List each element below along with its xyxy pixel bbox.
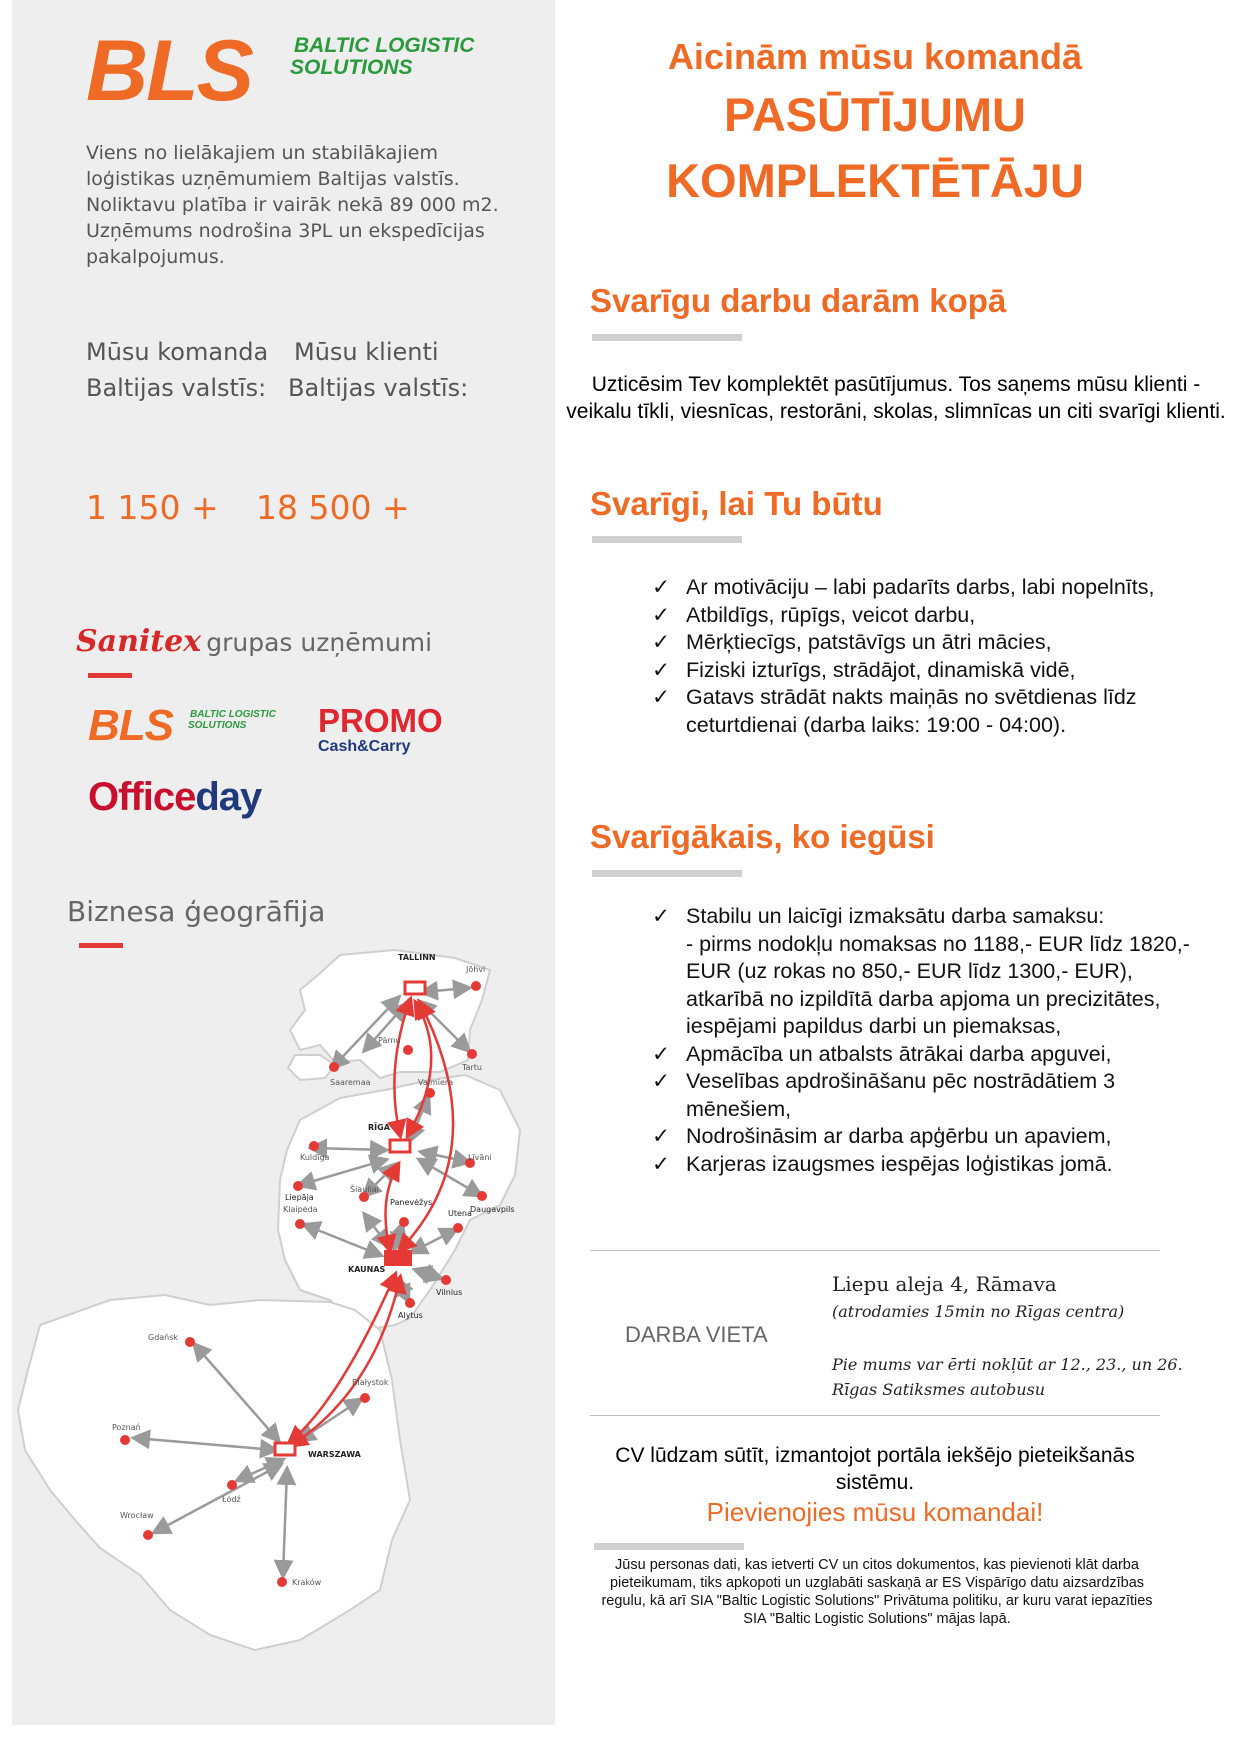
check-icon: ✓ [652,1151,671,1176]
list-item [652,684,1192,739]
map-pin-icon [277,1577,287,1587]
bls-logo-line2: SOLUTIONS [290,56,413,79]
requirement-text: Ar motivāciju – labi padarīts darbs, labi nopelnīts, [686,575,1155,599]
company-description: Viens no lielākajiem un stabilākajiem loģistikas uzņēmumiem Baltijas valstīs. Noliktavu platība ir vairāk nekā 89 000 m2. Uzņēmums nodrošina 3PL un ekspedīcijas pakalpojumus. [86,142,499,268]
list-item [652,1123,1192,1151]
divider-top [590,1250,1160,1251]
city-label-johvi: Jõhvi [466,965,486,974]
benefit-text: Nodrošināsim ar darba apģērbu un apaviem, [686,1124,1112,1148]
promo-logo [318,704,458,764]
header [590,30,1160,216]
map-pin-icon [293,1181,303,1191]
city-label-riga: RĪGA [368,1123,390,1132]
list-item [652,657,1192,685]
section2-bar [592,536,742,543]
geography-title: Biznesa ģeogrāfija [67,895,326,928]
workplace-address: Liepu aleja 4, Rāmava [832,1272,1057,1296]
bls-small-line1: BALTIC LOGISTIC [190,709,276,720]
section2-title: Svarīgi, lai Tu būtu [590,485,883,522]
officeday-logo-b: day [195,775,262,819]
sanitex-underline [88,673,132,678]
officeday-logo-a: Office [88,775,196,819]
bls-small-line2: SOLUTIONS [188,720,247,731]
city-label-krakow: Kraków [292,1578,322,1587]
requirement-text: Mērķtiecīgs, patstāvīgs un ātri mācies, [686,630,1052,654]
section1-title: Svarīgu darbu darām kopā [590,282,1007,319]
warehouse-icon [275,1443,295,1455]
map-pin-icon [120,1435,130,1445]
city-label-lodz: Łódź [222,1495,241,1504]
divider-bottom [590,1415,1160,1416]
map-pin-icon [441,1275,451,1285]
city-label-liepaja: Liepāja [285,1193,314,1202]
header-line1: Aicinām mūsu komandā [667,36,1083,77]
bls-logo-line1: BALTIC LOGISTIC [294,34,475,57]
map-pin-icon [309,1141,319,1151]
city-label-utena: Utena [448,1209,472,1218]
business-geography-map [0,940,560,1660]
section3-title: Svarīgākais, ko iegūsi [590,818,935,855]
warehouse-icon [384,1250,412,1266]
benefit-text: Karjeras izaugsmes iespējas loģistikas jomā. [686,1151,1113,1176]
city-label-gdansk: Gdańsk [148,1333,179,1342]
list-item [652,1151,1192,1179]
promo-logo-line2: Cash&Carry [318,738,411,755]
map-pin-icon [295,1219,305,1229]
city-label-wroclaw: Wrocław [120,1511,154,1520]
city-label-klaipeda: Klaipėda [283,1205,318,1214]
warehouse-icon [390,1140,410,1152]
sanitex-group [76,624,432,659]
check-icon: ✓ [652,685,671,709]
city-label-poznan: Poznań [112,1423,141,1432]
section1-bar [592,334,742,341]
bls-small-logo [88,701,288,750]
bls-logo [86,23,506,119]
check-icon: ✓ [652,904,671,928]
apply-cta: Pievienojies mūsu komandai! [706,1497,1044,1527]
sanitex-logo: Sanitex [76,624,202,659]
city-label-livani: Līvāni [468,1153,492,1162]
sanitex-group-text: grupas uzņēmumi [206,628,433,657]
map-pin-icon [471,981,481,991]
stat-clients-label-1: Mūsu klienti [294,338,439,366]
city-label-daugavpils: Daugavpils [470,1205,515,1214]
map-pin-icon [143,1530,153,1540]
stat-team-label-1: Mūsu komanda [86,338,269,366]
map-pin-icon [185,1337,195,1347]
map-pin-icon [405,1298,415,1308]
warehouse-icon [405,982,425,994]
benefits-list [652,903,1192,1178]
benefit-text: Veselības apdrošināšanu pēc nostrādātiem 3 mēnešiem, [686,1069,1116,1121]
list-item [652,1068,1192,1123]
list-item [652,574,1192,602]
check-icon: ✓ [652,1041,671,1066]
map-pin-icon [477,1191,487,1201]
map-pin-icon [467,1049,477,1059]
map-pin-icon [329,1062,339,1072]
city-label-siauliai: Šiauliai [350,1185,379,1194]
header-line2: PASŪTĪJUMU [723,88,1027,141]
city-label-kuldiga: Kuldīga [300,1153,330,1162]
apply-text: CV lūdzam sūtīt, izmantojot portāla iekšējo pieteikšanās sistēmu. [615,1444,1135,1494]
officeday-logo [88,775,261,820]
workplace-note: (atrodamies 15min no Rīgas centra) [832,1302,1125,1321]
bls-small-mark: BLS [88,701,173,750]
check-icon: ✓ [652,575,671,599]
check-icon: ✓ [652,602,671,627]
map-pin-icon [453,1223,463,1233]
workplace-transport: Pie mums var ērti nokļūt ar 12., 23., un 26. Rīgas Satiksmes autobusu [832,1355,1183,1399]
city-label-tallinn: TALLINN [398,953,436,962]
check-icon: ✓ [652,657,671,682]
map-pin-icon [425,1088,435,1098]
city-label-kaunas: KAUNAS [348,1265,386,1274]
privacy-notice: Jūsu personas dati, kas ietverti CV un citos dokumentos, kas pievienoti klāt darba pieteikumam, tiks apkopoti un uzglabāti saskaņā ar ES Vispārīgo datu aizsardzības regulu, kā arī SIA "Baltic Logistic Solutions" Privātuma politiku, ar kuru varat iepazīties SIA "Baltic Logistic Solutions" mājas lapā. [601,1557,1153,1627]
check-icon: ✓ [652,1069,671,1093]
list-item [652,1041,1192,1069]
city-label-parnu: Pärnu [378,1036,401,1045]
map-pin-icon [399,1217,409,1227]
city-label-bialystok: Białystok [352,1378,389,1387]
city-label-panevezys: Panevėžys [390,1198,433,1207]
promo-logo-line1: PROMO [318,702,443,739]
privacy-bar [594,1543,744,1550]
requirement-text: Atbildīgs, rūpīgs, veicot darbu, [686,602,976,627]
requirement-text: Gatavs strādāt nakts maiņās no svētdienas līdz ceturtdienai (darba laiks: 19:00 - 04:00). [686,685,1137,737]
check-icon: ✓ [652,630,671,654]
check-icon: ✓ [652,1124,671,1148]
list-item [652,602,1192,630]
city-label-tartu: Tartu [462,1063,482,1072]
workplace-label: DARBA VIETA [625,1322,768,1347]
benefit-text: Stabilu un laicīgi izmaksātu darba samaksu: - pirms nodokļu nomaksas no 1188,- EUR līdz 1820,- EUR (uz rokas no 850,- EUR līdz 1300,- EUR), atkarībā no izpildītā darba apjoma un precizitātes, iespējami papildus darbi un piemaksas, [686,904,1190,1038]
list-item [652,903,1192,1041]
map-pin-icon [227,1480,237,1490]
map-pin-icon [403,1045,413,1055]
city-label-vilnius: Vilnius [436,1288,463,1297]
map-pin-icon [360,1393,370,1403]
stat-team-value: 1 150 + [86,488,219,527]
list-item [652,629,1192,657]
saaremaa-shape [288,1055,335,1080]
stat-team [86,334,268,406]
poland-shape [18,1295,410,1650]
stat-clients-value: 18 500 + [256,488,410,527]
city-label-valmiera: Valmiera [418,1078,454,1087]
section1-text: Uzticēsim Tev komplektēt pasūtījumus. Tos saņems mūsu klienti - veikalu tīkli, viesnīcas, restorāni, skolas, slimnīcas un citi svarīgi klienti. [566,373,1226,423]
requirement-text: Fiziski izturīgs, strādājot, dinamiskā vidē, [686,657,1076,682]
city-label-saaremaa: Saaremaa [330,1078,371,1087]
stat-clients [288,334,468,406]
requirements-list [652,574,1192,739]
bls-logo-mark: BLS [86,23,252,119]
city-label-alytus: Alytus [398,1311,423,1320]
stat-team-label-2: Baltijas valstīs: [86,374,267,402]
header-line3: KOMPLEKTĒTĀJU [666,154,1084,207]
city-label-warszawa: WARSZAWA [308,1450,361,1459]
stat-clients-label-2: Baltijas valstīs: [288,374,469,402]
section3-bar [592,870,742,877]
benefit-text: Apmācība un atbalsts ātrākai darba apguvei, [686,1041,1112,1066]
